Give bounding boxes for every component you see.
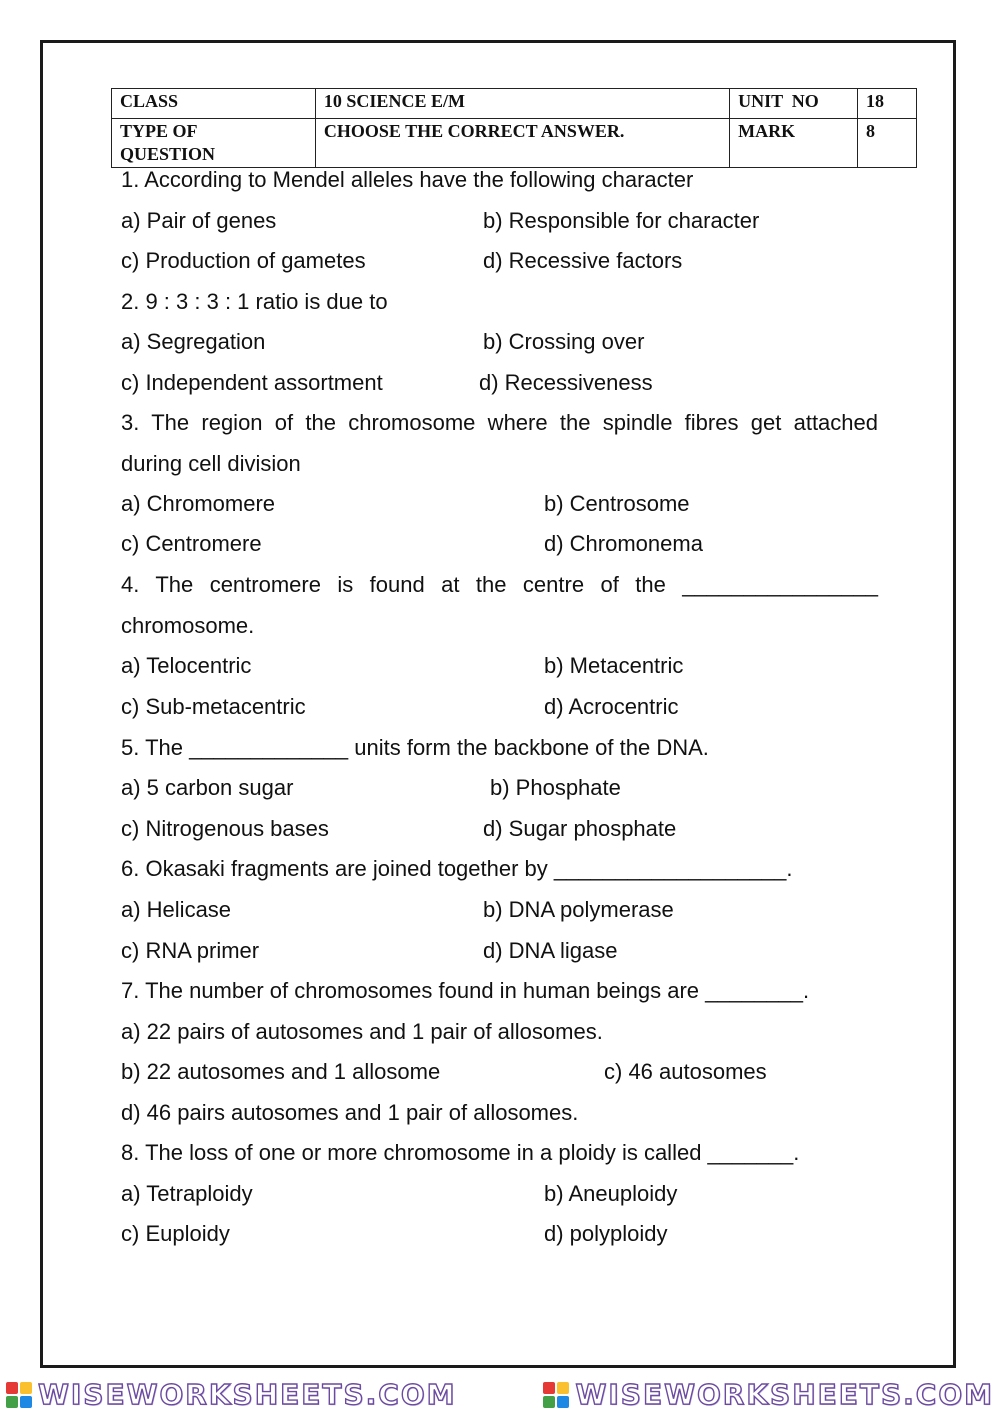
question-4-line-1: 4. The centromere is found at the centre of the ________________ [121,572,878,597]
q5-option-c: c) Nitrogenous bases [121,816,329,841]
q3-option-d: d) Chromonema [544,531,703,556]
q2-option-d: d) Recessiveness [479,370,653,395]
q3-option-c: c) Centromere [121,531,262,556]
q2-option-c: c) Independent assortment [121,370,383,395]
q3-option-a: a) Chromomere [121,491,276,516]
q1-option-b: b) Responsible for character [483,208,760,233]
q4-option-a: a) Telocentric [121,653,252,678]
question-7: 7. The number of chromosomes found in human beings are ________. [121,978,810,1003]
q4-option-d: d) Acrocentric [544,694,679,719]
wise-logo-icon [6,1382,32,1408]
q8-option-c: c) Euploidy [121,1221,230,1246]
q5-option-b: b) Phosphate [490,775,621,800]
q8-option-b: b) Aneuploidy [544,1181,678,1206]
question-8: 8. The loss of one or more chromosome in a ploidy is called _______. [121,1140,800,1165]
q2-option-b: b) Crossing over [483,329,645,354]
logo-square-green [6,1396,18,1408]
unit-value: 18 [858,89,917,119]
q8-option-a: a) Tetraploidy [121,1181,253,1206]
question-4-line-2: chromosome. [121,613,255,638]
q7-option-c: c) 46 autosomes [604,1059,767,1084]
watermark-text-2: WISEWORKSHEETS.COM [575,1378,994,1411]
q1-option-d: d) Recessive factors [483,248,683,273]
question-2: 2. 9 : 3 : 3 : 1 ratio is due to [121,289,388,314]
question-1: 1. According to Mendel alleles have the following character [121,167,694,192]
footer-watermark-bar [0,1376,1000,1413]
unit-label: UNIT NO [730,89,858,119]
question-5: 5. The _____________ units form the backbone of the DNA. [121,735,709,760]
mark-value: 8 [858,119,917,168]
q5-option-d: d) Sugar phosphate [483,816,677,841]
q7-option-b: b) 22 autosomes and 1 allosome [121,1059,441,1084]
header-table [111,88,917,168]
q1-option-a: a) Pair of genes [121,208,277,233]
mark-label: MARK [730,119,858,168]
q6-option-a: a) Helicase [121,897,232,922]
q7-option-a: a) 22 pairs of autosomes and 1 pair of allosomes. [121,1019,603,1044]
q5-option-a: a) 5 carbon sugar [121,775,294,800]
watermark-1 [6,1378,457,1411]
logo-square-yellow [20,1382,32,1394]
wise-logo-icon [543,1382,569,1408]
logo-square-red [6,1382,18,1394]
q6-option-c: c) RNA primer [121,938,260,963]
type-value: CHOOSE THE CORRECT ANSWER. [315,119,729,168]
question-3-line-2: during cell division [121,451,301,476]
watermark-text-1: WISEWORKSHEETS.COM [38,1378,457,1411]
q3-option-b: b) Centrosome [544,491,690,516]
question-3-line-1: 3. The region of the chromosome where the spindle fibres get attached [121,410,878,435]
q2-option-a: a) Segregation [121,329,266,354]
q4-option-b: b) Metacentric [544,653,684,678]
logo-square-blue [20,1396,32,1408]
q6-option-d: d) DNA ligase [483,938,618,963]
q7-option-d: d) 46 pairs autosomes and 1 pair of allosomes. [121,1100,579,1125]
class-value: 10 SCIENCE E/M [315,89,729,119]
type-label: TYPE OF QUESTION [112,119,316,168]
question-6: 6. Okasaki fragments are joined together by ___________________. [121,856,793,881]
watermark-2 [543,1378,994,1411]
class-label: CLASS [112,89,316,119]
q6-option-b: b) DNA polymerase [483,897,674,922]
q1-option-c: c) Production of gametes [121,248,366,273]
q8-option-d: d) polyploidy [544,1221,668,1246]
q4-option-c: c) Sub-metacentric [121,694,306,719]
